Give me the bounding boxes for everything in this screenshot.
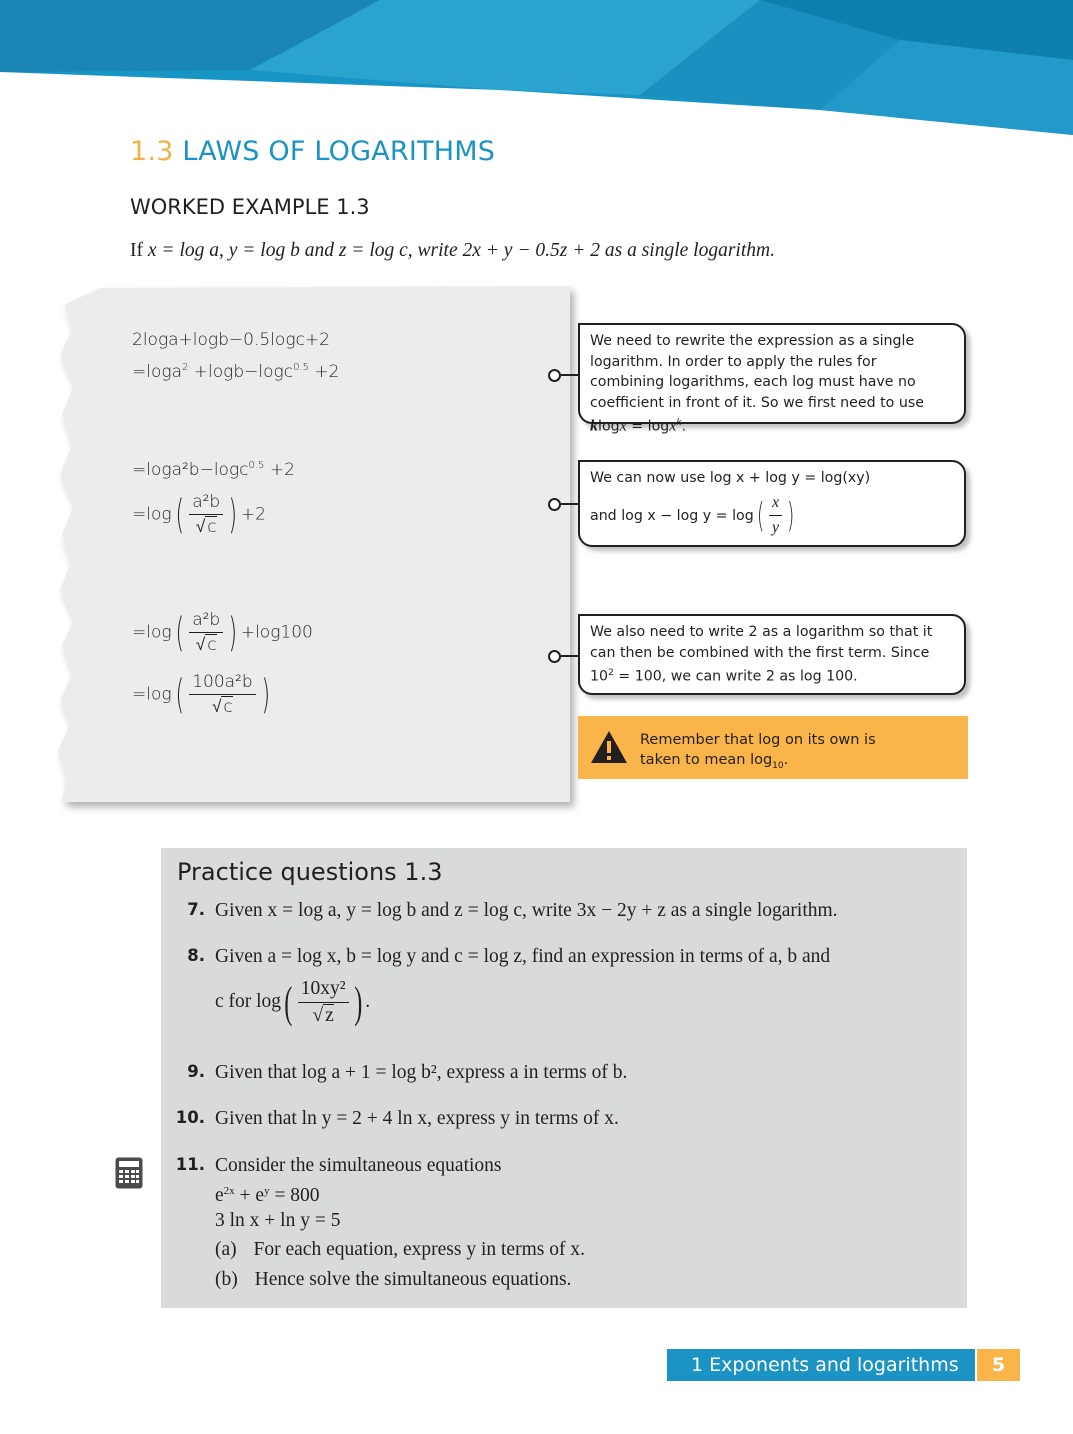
- practice-questions-box: Practice questions 1.3 7. Given x = log a, y = log b and z = log c, write 3x − 2y + z as a single logarithm. 8. Given a = log x, b = log y and c = log z, find an expression in terms of a, b and c for log( $\frac{\text{10xy²}}{√ z}$ ) . 9. Given that log a + 1 = log b², express a in terms of b. 10. Given that ln y = 2 + 4 ln x, express y in terms of x. 11. Consider the simultaneous equations $e^{2x} + e^y = 800$ 3 ln x + ln y = 5 (a) For each equation, express y in terms of x. (b) Hence solve the simultaneous equations.: [161, 848, 967, 1308]
- question-11-equation-1: $e^{2x} + e^y = 800$: [215, 1185, 320, 1206]
- header-banner: [0, 0, 1073, 140]
- working-line-2: =loga$^2$ +logb−logc$^{0.5}$ +2: [132, 362, 340, 382]
- warning-box: [578, 716, 968, 779]
- note-2-connector: [561, 503, 579, 505]
- section-number: 1.3: [130, 136, 174, 167]
- note-1: We need to rewrite the expression as a single logarithm. In order to apply the rules for combining logarithms, each log must have no coefficient in front of it. So we first need to use klogx = logx$^k$.: [578, 323, 966, 424]
- worked-example-title: WORKED EXAMPLE 1.3: [130, 195, 370, 219]
- working-line-6: =log( $\frac{\text{100a²b}}{√ c}$ ): [132, 671, 270, 718]
- calculator-icon: [115, 1157, 143, 1189]
- working-line-3: =loga²b−logc$^{0.5}$ +2: [132, 460, 295, 480]
- working-line-4: =log( $\frac{\text{a²b}}{√ c}$ ) +2: [132, 491, 266, 538]
- warning-text: Remember that log on its own is taken to mean $\log_{10}$.: [640, 732, 876, 771]
- note-3-connector: [561, 655, 579, 657]
- note-1-connector: [561, 374, 579, 376]
- note-2: [578, 460, 966, 547]
- warning-icon: [590, 730, 628, 764]
- practice-title: Practice questions 1.3: [177, 858, 443, 886]
- question-8-expression: c for log( $\frac{\text{10xy²}}{√ z}$ ) .: [215, 977, 371, 1027]
- note-2-line-2: and log x − log y = log( $\frac{x}{y}$ ): [590, 493, 795, 536]
- page-number: 5: [977, 1349, 1020, 1381]
- question-11-part-a: (a) For each equation, express y in terms of x.: [215, 1239, 585, 1260]
- footer-chapter: 1 Exponents and logarithms: [667, 1349, 975, 1381]
- working-line-5: =log( $\frac{\text{a²b}}{√ c}$ ) +log100: [132, 609, 313, 656]
- question-11-equation-2: 3 ln x + ln y = 5: [215, 1210, 341, 1231]
- worked-example-question: If x = log a, y = log b and z = log c, write 2x + y − 0.5z + 2 as a single logarithm.: [130, 240, 775, 261]
- working-line-1: 2loga+logb−0.5logc+2: [132, 330, 330, 350]
- section-title: [130, 136, 495, 167]
- worked-example-question-math: x = log a, y = log b and z = log c, write 2x + y − 0.5z + 2 as a single logarithm.: [147, 240, 775, 261]
- section-heading: LAWS OF LOGARITHMS: [182, 136, 496, 167]
- note-2-connector-ring: [548, 498, 561, 511]
- question-11-part-b: (b) Hence solve the simultaneous equations.: [215, 1269, 572, 1290]
- note-2-line-1: We can now use log x + log y = log(xy): [590, 470, 871, 486]
- note-1-connector-ring: [548, 369, 561, 382]
- note-3-connector-ring: [548, 650, 561, 663]
- note-3: We also need to write 2 as a logarithm so that it can then be combined with the first term. Since $10^2 = 100$, we can write 2 as log 100.: [578, 614, 966, 695]
